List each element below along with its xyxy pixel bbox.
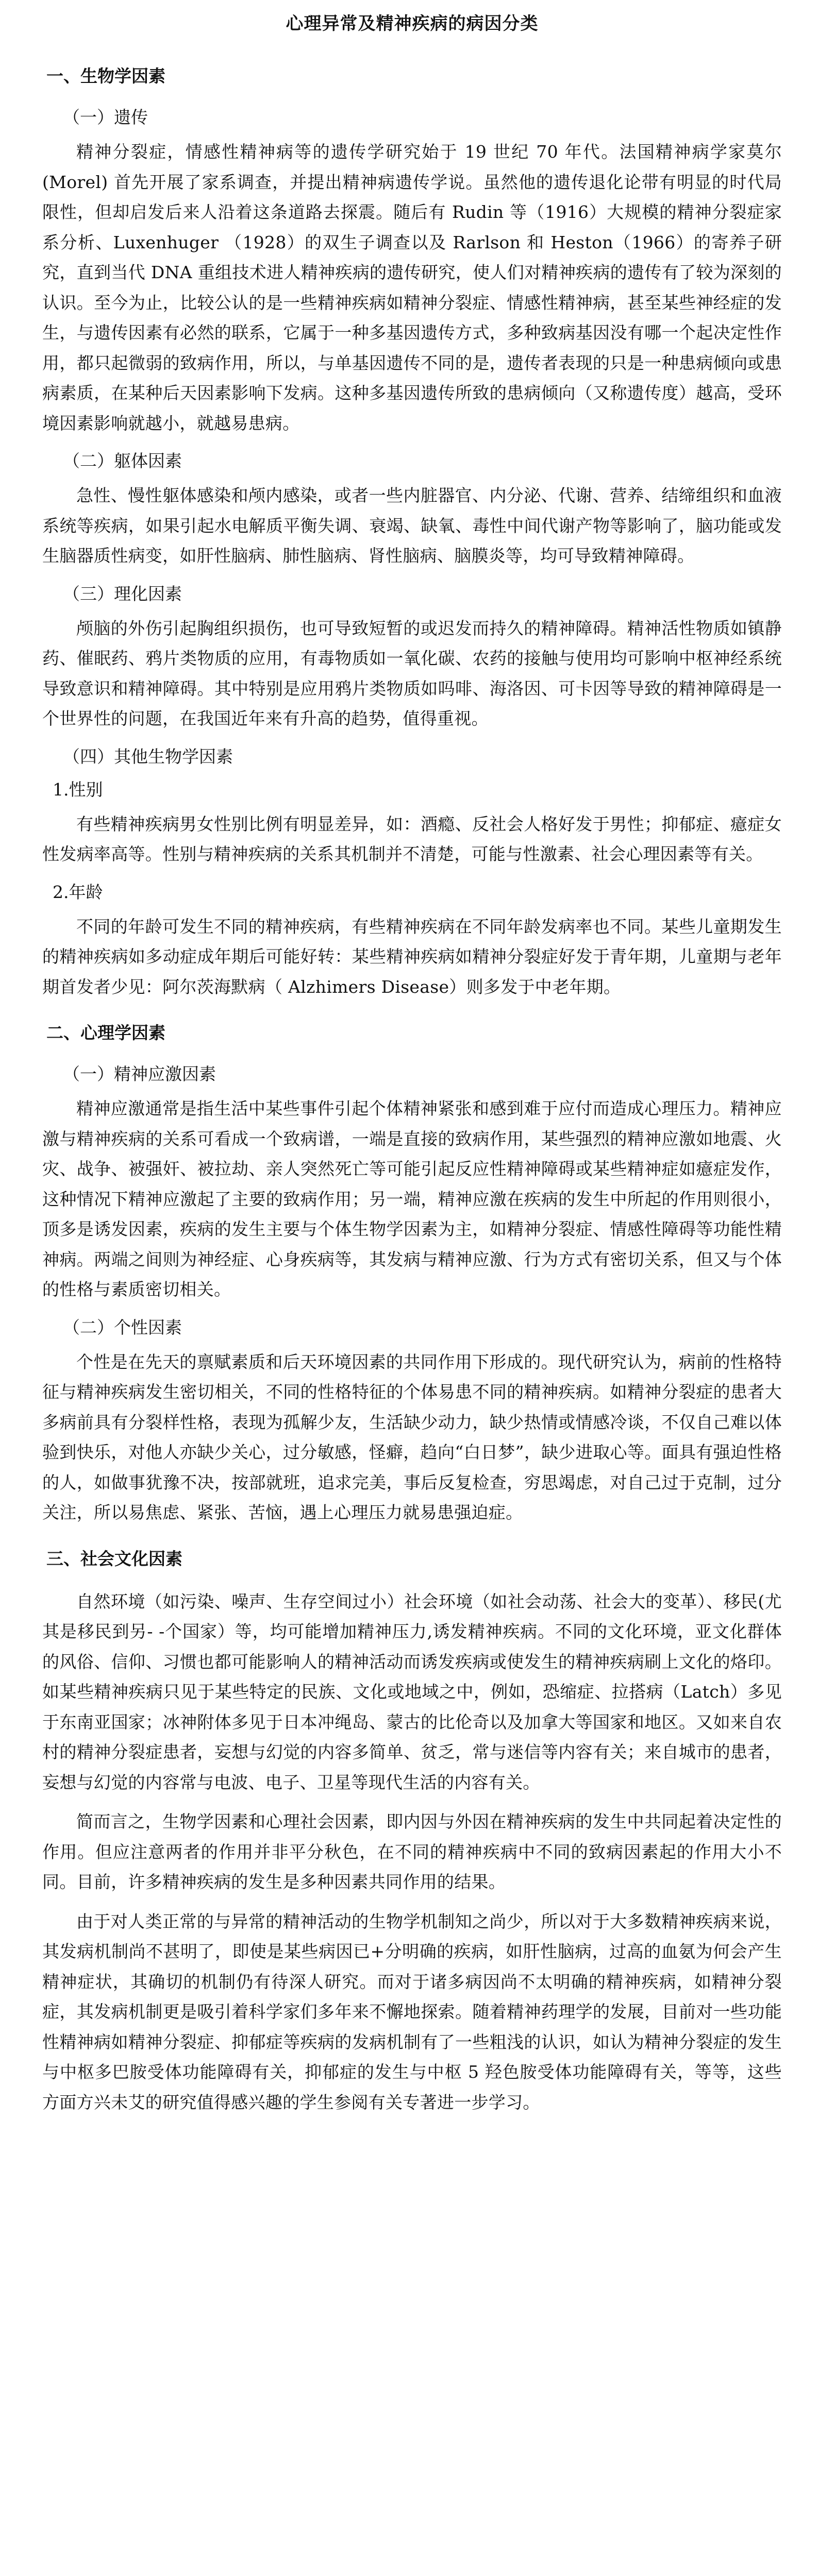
sociocultural-paragraph-1: 自然环境（如污染、噪声、生存空间过小）社会环境（如社会动荡、社会大的变革）、移民(尤其是移民到另- -个国家）等，均可能增加精神压力,诱发精神疾病。不同的文化环境，亚文化群体的风俗、信仰、习惯也都可能影响人的精神活动而诱发疾病或使发生的精神疾病刷上文化的烙印。如某些精神疾病只见于某些特定的民族、文化或地域之中，例如，恐缩症、拉搭病（Latch）多见于东南亚国家；冰神附体多见于日本冲绳岛、蒙古的比伦奇以及加拿大等国家和地区。又如来自农村的精神分裂症患者，妄想与幻觉的内容多简单、贫乏，常与迷信等内容有关；来自城市的患者，妄想与幻觉的内容常与电波、电子、卫星等现代生活的内容有关。 — [42, 1591, 782, 1792]
physchem-paragraph: 颅脑的外伤引起胸组织损伤，也可导致短暂的或迟发而持久的精神障碍。精神活性物质如镇静药、催眠药、鸦片类物质的应用，有毒物质如一氧化碳、农药的接触与使用均可影响中枢神经系统导致意识和精神障碍。其中特别是应用鸦片类物质如吗啡、海洛因、可卡因等导致的精神障碍是一个世界性的问题，在我国近年来有升高的趋势，值得重视。 — [42, 618, 782, 728]
section-biological-heading: 一、生物学因素 — [46, 66, 165, 86]
gender-heading: 1.性别 — [53, 779, 103, 800]
document-title: 心理异常及精神疾病的病因分类 — [286, 13, 539, 34]
physical-paragraph: 急性、慢性躯体感染和颅内感染，或者一些内脏器官、内分泌、代谢、营养、结缔组织和血液系统等疾病，如果引起水电解质平衡失调、衰竭、缺氧、毒性中间代谢产物等影响了，脑功能或发生脑器质性病变，如肝性脑病、肺性脑病、肾性脑病、脑膜炎等，均可导致精神障碍。 — [42, 485, 782, 566]
subsection-other-bio-heading: （四）其他生物学因素 — [63, 746, 233, 767]
subsection-genetic-heading: （一）遗传 — [63, 107, 148, 127]
subsection-physchem-heading: （三）理化因素 — [63, 583, 182, 604]
subsection-stress-heading: （一）精神应激因素 — [63, 1064, 216, 1084]
sociocultural-paragraph-3: 由于对人类正常的与异常的精神活动的生物学机制知之尚少，所以对于大多数精神疾病来说，其发病机制尚不甚明了，即使是某些病因已+分明确的疾病，如肝性脑病，过高的血氨为何会产生精神症状，其确切的机制仍有待深人研究。而对于诸多病因尚不太明确的精神疾病，如精神分裂症，其发病机制更是吸引着科学家们多年来不懈地探索。随着精神药理学的发展，目前对一些功能性精神病如精神分裂症、抑郁症等疾病的发病机制有了一些粗浅的认识，如认为精神分裂症的发生与中枢多巴胺受体功能障碍有关，抑郁症的发生与中枢 5 羟色胺受体功能障碍有关，等等，这些方面方兴未艾的研究值得感兴趣的学生参阅有关专著进一步学习。 — [42, 1911, 782, 2112]
stress-paragraph: 精神应激通常是指生活中某些事件引起个体精神紧张和感到难于应付而造成心理压力。精神应激与精神疾病的关系可看成一个致病谱，一端是直接的致病作用，某些强烈的精神应激如地震、火灾、战争、被强奸、被拉劫、亲人突然死亡等可能引起反应性精神障碍或某些精神症如癔症发作，这种情况下精神应激起了主要的致病作用；另一端，精神应激在疾病的发生中所起的作用则很小，顶多是诱发因素，疾病的发生主要与个体生物学因素为主，如精神分裂症、情感性障碍等功能性精神病。两端之间则为神经症、心身疾病等，其发病与精神应激、行为方式有密切关系，但又与个体的性格与素质密切相关。 — [42, 1098, 782, 1299]
age-paragraph: 不同的年龄可发生不同的精神疾病，有些精神疾病在不同年龄发病率也不同。某些儿童期发生的精神疾病如多动症成年期后可能好转：某些精神疾病如精神分裂症好发于青年期，儿童期与老年期首发者少见：阿尔茨海默病（ Alzhimers Disease）则多发于中老年期。 — [42, 916, 782, 997]
age-heading: 2.年龄 — [53, 882, 103, 902]
section-sociocultural-heading: 三、社会文化因素 — [46, 1548, 182, 1569]
sociocultural-paragraph-2: 简而言之，生物学因素和心理社会因素，即内因与外因在精神疾病的发生中共同起着决定性的作用。但应注意两者的作用并非平分秋色，在不同的精神疾病中不同的致病因素起的作用大小不同。目前，许多精神疾病的发生是多种因素共同作用的结果。 — [42, 1811, 782, 1892]
subsection-physical-heading: （二）躯体因素 — [63, 451, 182, 471]
subsection-personality-heading: （二）个性因素 — [63, 1317, 182, 1337]
section-psychological-heading: 二、心理学因素 — [46, 1023, 165, 1043]
gender-paragraph: 有些精神疾病男女性别比例有明显差异，如：酒瘾、反社会人格好发于男性；抑郁症、癔症女性发病率高等。性别与精神疾病的关系其机制并不清楚，可能与性激素、社会心理因素等有关。 — [42, 814, 782, 864]
genetic-paragraph: 精神分裂症，情感性精神病等的遗传学研究始于 19 世纪 70 年代。法国精神病学家莫尔(Morel) 首先开展了家系调查，并提出精神病遗传学说。虽然他的遗传退化论带有明显的时代局限性，但却启发后来人沿着这条道路去探震。随后有 Rudin 等（1916）大规模的精神分裂症家系分析、Luxenhuger （1928）的双生子调查以及 Rarlson 和 Heston（1966）的寄养子研究，直到当代 DNA 重组技术进人精神疾病的遗传研究，使人们对精神疾病的遗传有了较为深刻的认识。至今为止，比较公认的是一些精神疾病如精神分裂症、情感性精神病，甚至某些神经症的发生，与遗传因素有必然的联系，它属于一种多基因遗传方式，多种致病基因没有哪一个起决定性作用，都只起微弱的致病作用，所以，与单基因遗传不同的是，遗传者表现的只是一种患病倾向或患病素质，在某种后天因素影响下发病。这种多基因遗传所致的患病倾向（又称遗传度）越高，受环境因素影响就越小，就越易患病。 — [42, 142, 782, 433]
personality-paragraph: 个性是在先天的禀赋素质和后天环境因素的共同作用下形成的。现代研究认为，病前的性格特征与精神疾病发生密切相关，不同的性格特征的个体易患不同的精神疾病。如精神分裂症的患者大多病前具有分裂样性格，表现为孤解少友，生活缺少动力，缺少热情或情感冷谈，不仅自己难以体验到快乐，对他人亦缺少关心，过分敏感，怪癖，趋向“白日梦”，缺少进取心等。面具有强迫性格的人，如做事犹豫不决，按部就班，追求完美，事后反复检查，穷思竭虑，对自己过于克制，过分关注，所以易焦虑、紧张、苦恼，遇上心理压力就易患强迫症。 — [42, 1351, 782, 1522]
